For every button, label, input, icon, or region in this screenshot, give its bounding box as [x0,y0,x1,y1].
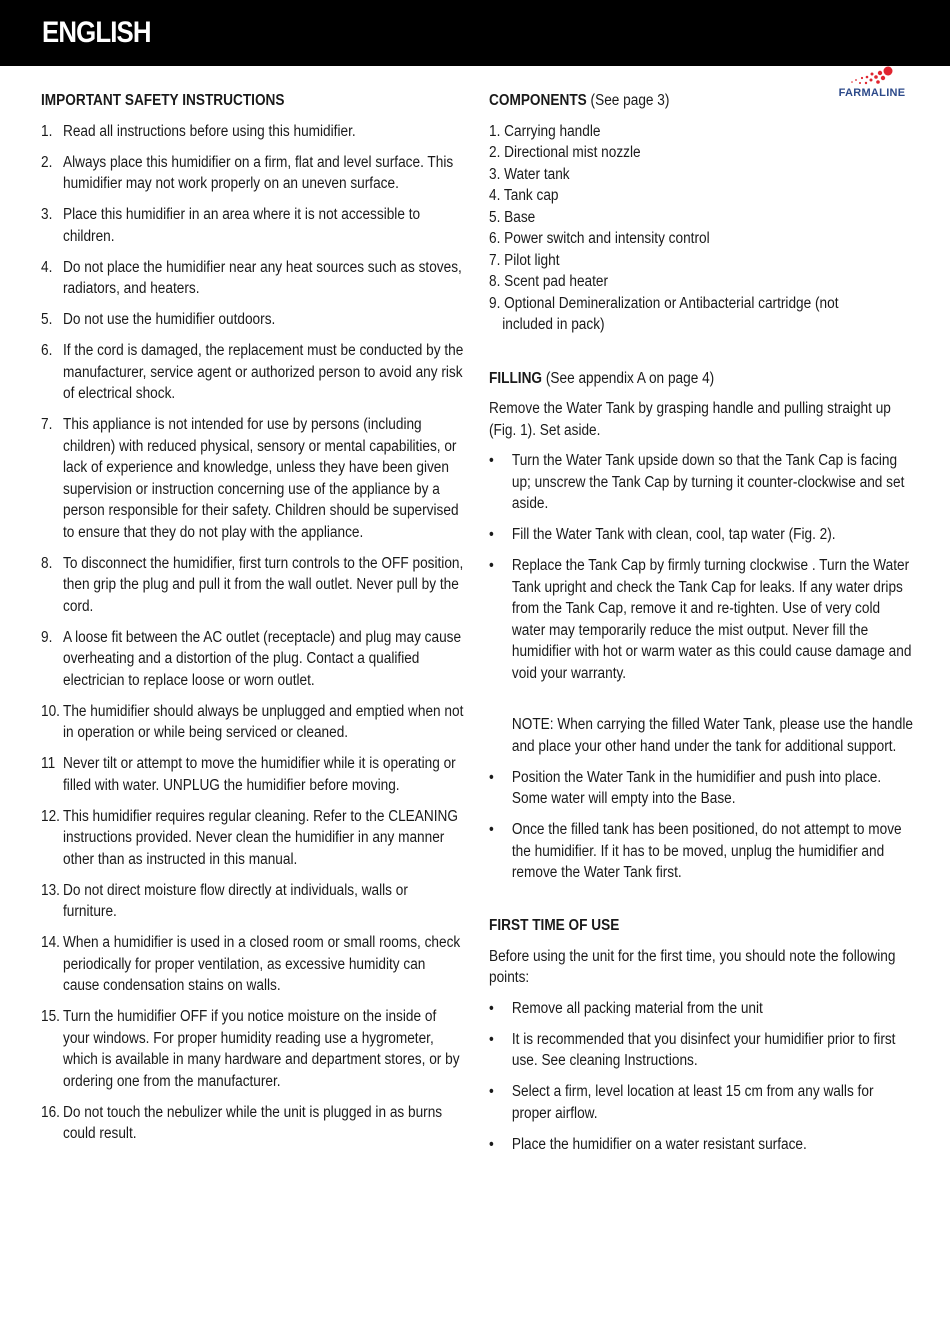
safety-item-number: 12. [41,807,60,825]
right-column [489,90,915,1165]
filling-bullet-text: Turn the Water Tank upside down so that the Tank Cap is facing up; unscrew the Tank Cap by turning it counter-clockwise and set aside. [511,452,905,512]
bullet-icon: • [489,768,494,786]
safety-item-number: 15. [41,1008,60,1025]
filling-bullet-text: Replace the Tank Cap by firmly turning clockwise . Turn the Water Tank upright and check the Tank Cap for leaks. If any water drips from the Tank Cap, remove it and re-tighten. Use of very cold water may temporarily reduce the mist output. Never fill the humidifier with hot or warm water as this could cause damage and void your warranty. [511,557,912,682]
safety-item-number: 2. [41,153,53,171]
component-item: 9. Optional Demineralization or Antibacterial cartridge (not [489,294,839,312]
safety-list [41,121,465,1145]
component-item: 6. Power switch and intensity control [489,230,710,247]
safety-item-text: Always place this humidifier on a firm, flat and level surface. This humidifier may not work properly on an uneven surface. [63,153,454,192]
safety-item-text: This humidifier requires regular cleaning. Refer to the CLEANING instructions provided. Never clean the humidifier in any manner other than as instructed in this manual. [63,807,458,868]
safety-item-number: 5. [41,311,53,328]
filling-bullet [489,450,915,515]
first-use-bullets [489,998,915,1156]
bullet-icon: • [489,821,494,838]
safety-item-number: 16. [41,1103,60,1121]
filling-intro: Remove the Water Tank by grasping handle and pulling straight up (Fig. 1). Set aside. [489,400,891,439]
bullet-icon: • [489,557,494,574]
component-item: 4. Tank cap [489,187,559,204]
header-bar [0,0,950,66]
bullet-icon: • [489,1030,494,1048]
safety-item-text: If the cord is damaged, the replacement must be conducted by the manufacturer, service agent or authorized person to avoid any risk of electrical shock. [63,342,464,402]
safety-item [41,309,465,331]
filling-bullet-text: Position the Water Tank in the humidifier and push into place. Some water will empty into the Base. [511,768,882,807]
bullet-icon: • [489,1083,494,1100]
components-list [489,121,915,336]
component-item: 5. Base [489,208,536,226]
safety-item-text: Do not direct moisture flow directly at individuals, walls or furniture. [63,881,408,920]
filling-heading [489,368,915,390]
components-heading-ref: (See page 3) [586,92,670,109]
first-use-bullet-text: Select a firm, level location at least 15 cm from any walls for proper airflow. [511,1083,874,1122]
safety-item [41,753,465,796]
component-item: 7. Pilot light [489,251,560,269]
bullet-icon: • [489,999,494,1017]
safety-item [41,1102,465,1145]
safety-item [41,806,465,871]
logo-text: FARMALINE [838,87,906,99]
safety-item [41,701,465,744]
safety-item-text: Never tilt or attempt to move the humidifier while it is operating or filled with water. UNPLUG the humidifier before moving. [63,755,456,794]
components-heading-label: COMPONENTS [489,92,587,109]
first-use-intro: Before using the unit for the first time, you should note the following points: [489,947,896,986]
filling-bullet-text: Once the filled tank has been positioned, do not attempt to move the humidifier. If it has to be moved, unplug the humidifier and remove the Water Tank first. [511,821,902,881]
safety-item [41,121,465,143]
first-use-bullet [489,1029,915,1072]
filling-bullets-after [489,767,915,884]
safety-item-text: The humidifier should always be unplugged and emptied when not in operation or while being serviced or cleaned. [63,702,464,741]
safety-item-text: Do not place the humidifier near any heat sources such as stoves, radiators, and heaters. [63,258,462,297]
first-use-bullet [489,1081,915,1124]
safety-item-number: 13. [41,881,60,899]
component-item: 2. Directional mist nozzle [489,144,641,161]
safety-item [41,257,465,300]
components-heading [489,90,915,112]
first-use-bullet [489,998,915,1020]
safety-item-text: Read all instructions before using this humidifier. [63,122,356,140]
safety-item-number: 11 [41,755,56,772]
safety-item-number: 4. [41,258,53,276]
safety-item-text: Place this humidifier in an area where it is not accessible to children. [63,206,421,245]
filling-heading-label: FILLING [489,369,543,387]
safety-item [41,414,465,543]
bullet-icon: • [489,452,494,469]
safety-item [41,340,465,405]
safety-item-number: 9. [41,628,53,646]
bullet-icon: • [489,1135,494,1153]
safety-item-text: When a humidifier is used in a closed room or small rooms, check periodically for proper ventilation, as excessive humidity can cause condensation stains on walls. [63,934,461,994]
safety-item-number: 10. [41,702,60,720]
safety-item-number: 7. [41,416,53,433]
safety-item-text: Do not touch the nebulizer while the unit is plugged in as burns could result. [63,1103,443,1142]
filling-bullets [489,450,915,684]
safety-item-text: Do not use the humidifier outdoors. [63,311,276,328]
safety-item-number: 1. [41,122,53,140]
first-use-heading: FIRST TIME OF USE [489,917,620,934]
safety-section [41,90,465,1154]
filling-bullet [489,555,915,684]
component-item: included in pack) [502,316,605,333]
safety-item-number: 6. [41,342,53,359]
safety-item [41,627,465,692]
component-item: 8. Scent pad heater [489,273,609,290]
safety-item [41,553,465,618]
safety-item [41,880,465,923]
filling-bullet-text: Fill the Water Tank with clean, cool, tap water (Fig. 2). [511,526,836,543]
safety-item-text: This appliance is not intended for use by persons (including children) with reduced physical, sensory or mental capabilities, or lack of experience and knowledge, unless they have been given supervision or instruction concerning use of the appliance by a person responsible for their safety. Children should be supervised to ensure that they do not play with the appliance. [63,416,459,541]
safety-item-number: 8. [41,554,53,572]
filling-bullet [489,767,915,810]
filling-bullet [489,819,915,884]
safety-item-text: To disconnect the humidifier, first turn controls to the OFF position, then grip the plug and pull it from the wall outlet. Never pull by the cord. [63,554,464,615]
filling-bullet [489,524,915,546]
safety-item-text: Turn the humidifier OFF if you notice moisture on the inside of your windows. For proper humidity reading use a hygrometer, which is available in many hardware and department stores, or by ordering one from the manufacturer. [63,1008,460,1090]
safety-item-number: 14. [41,934,60,951]
first-use-bullet-text: Remove all packing material from the unit [511,999,763,1017]
safety-item-text: A loose fit between the AC outlet (receptacle) and plug may cause overheating and a distortion of the plug. Contact a qualified electrician to replace loose or worn outlet. [63,628,462,689]
first-use-bullet [489,1134,915,1156]
page-title: ENGLISH [42,16,151,49]
logo-dots-icon [834,66,910,88]
first-use-bullet-text: It is recommended that you disinfect your humidifier prior to first use. See cleaning Instructions. [511,1030,896,1069]
filling-heading-ref: (See appendix A on page 4) [542,369,715,387]
bullet-icon: • [489,526,494,543]
filling-note: NOTE: When carrying the filled Water Tank, please use the handle and place your other hand under the tank for additional support. [511,716,913,755]
component-item: 3. Water tank [489,165,570,183]
first-use-bullet-text: Place the humidifier on a water resistant surface. [511,1135,807,1153]
safety-item-number: 3. [41,206,53,223]
safety-item [41,1006,465,1092]
safety-item [41,932,465,997]
safety-item [41,204,465,247]
component-item: 1. Carrying handle [489,122,601,140]
safety-item [41,152,465,195]
safety-heading: IMPORTANT SAFETY INSTRUCTIONS [41,92,285,109]
